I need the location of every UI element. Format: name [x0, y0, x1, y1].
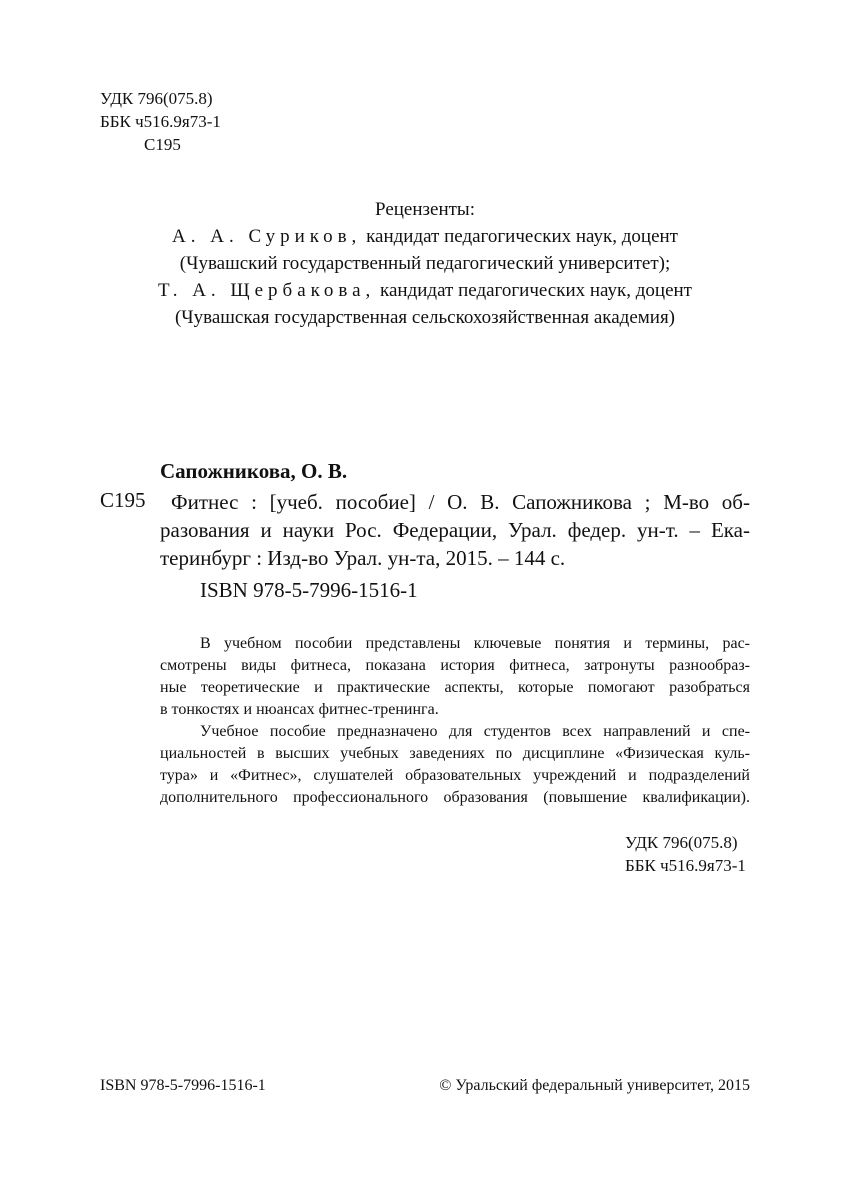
- bib-isbn: ISBN 978-5-7996-1516-1: [200, 578, 418, 602]
- annotation-line: дополнительного профессионального образования (повышение квалификации).: [160, 789, 750, 806]
- bib-author: Сапожникова, О. В.: [160, 459, 348, 483]
- udk-code-bottom: УДК 796(075.8): [625, 833, 738, 852]
- annotation-line: Учебное пособие предназначено для студентов всех направлений и спе-: [200, 723, 750, 740]
- bib-description: [160, 488, 750, 572]
- bib-line-1: Фитнес : [учеб. пособие] / О. В. Сапожникова ; М-во об-: [171, 490, 750, 514]
- annotation-line: в тонкостях и нюансах фитнес-тренинга.: [160, 701, 439, 718]
- annotation-line: В учебном пособии представлены ключевые понятия и термины, рас-: [200, 635, 750, 652]
- bbk-code-bottom: ББК ч516.9я73-1: [625, 856, 746, 875]
- reviewer-1-name: А. А. Суриков,: [172, 226, 362, 247]
- reviewer-2-org: (Чувашская государственная сельскохозяйственная академия): [174, 307, 676, 328]
- reviewers-heading: Рецензенты:: [375, 199, 475, 220]
- bbk-code: ББК ч516.9я73-1: [100, 112, 221, 131]
- reviewer-2: [100, 277, 750, 304]
- reviewer-1-title: кандидат педагогических наук, доцент: [361, 226, 678, 247]
- footer-copyright: © Уральский федеральный университет, 2015: [439, 1077, 750, 1094]
- annotation-line: тура» и «Фитнес», слушателей образовательных учреждений и подразделений: [160, 767, 750, 784]
- reviewer-1-org: (Чувашский государственный педагогический университет);: [179, 253, 671, 274]
- annotation-line: циальностей в высших учебных заведениях по дисциплине «Физическая куль-: [160, 745, 750, 762]
- reviewers-block: [100, 196, 750, 331]
- annotation-line: смотрены виды фитнеса, показана история фитнеса, затронуты разнообраз-: [160, 657, 750, 674]
- author-sign: С195: [144, 135, 181, 154]
- annotation: [160, 633, 750, 809]
- bib-code: С195: [100, 488, 146, 512]
- reviewer-1: [100, 223, 750, 250]
- reviewer-2-name: Т. А. Щербакова,: [158, 280, 376, 301]
- annotation-line: ные теоретические и практические аспекты, которые помогают разобраться: [160, 679, 750, 696]
- bib-line-2: разования и науки Рос. Федерации, Урал. федер. ун-т. – Ека-: [160, 518, 750, 542]
- footer-isbn: ISBN 978-5-7996-1516-1: [100, 1077, 266, 1094]
- reviewer-2-title: кандидат педагогических наук, доцент: [375, 280, 692, 301]
- udk-code: УДК 796(075.8): [100, 89, 213, 108]
- bib-line-3: теринбург : Изд-во Урал. ун-та, 2015. – 144 с.: [160, 546, 566, 570]
